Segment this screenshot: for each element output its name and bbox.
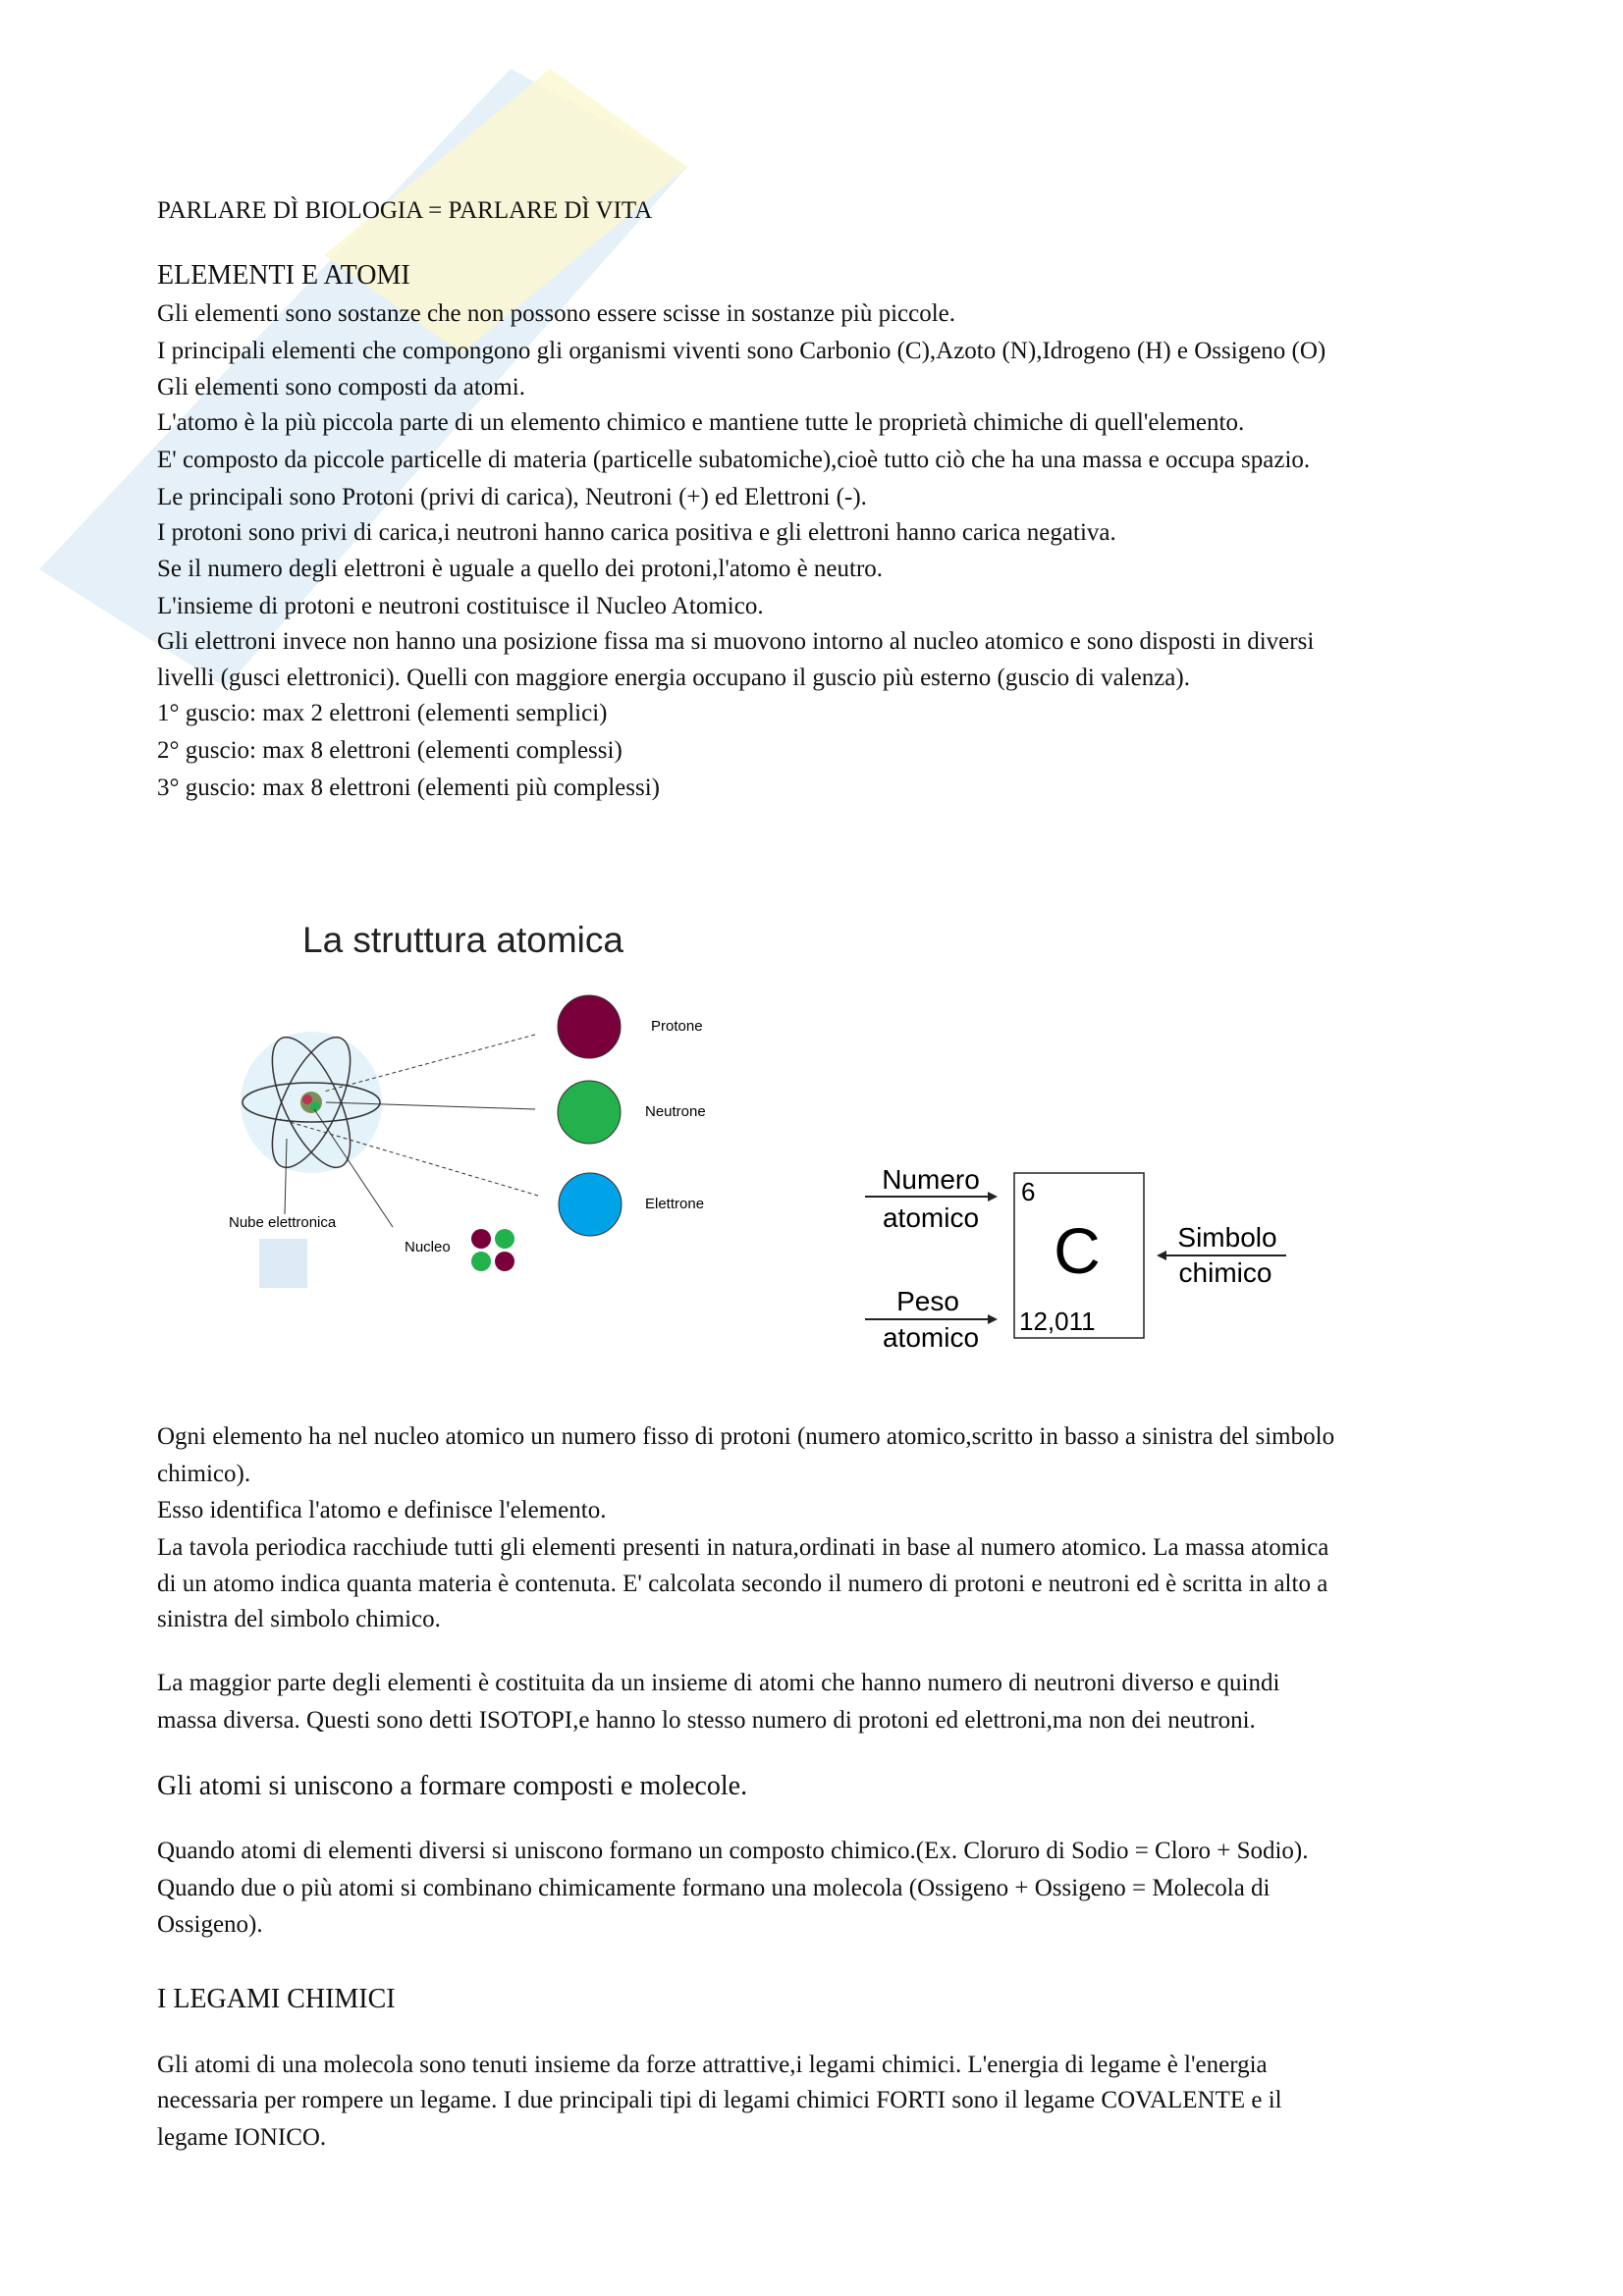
paragraph-line: necessaria per rompere un legame. I due principali tipi di legami chimici FORTI sono il legame COVALENTE e il (157, 2087, 1282, 2113)
proton-label: Protone (651, 1018, 703, 1035)
paragraph-line: I protoni sono privi di carica,i neutroni hanno carica positiva e gli elettroni hanno carica negativa. (157, 519, 1116, 546)
paragraph-line: livelli (gusci elettronici). Quelli con maggiore energia occupano il guscio più esterno (guscio di valenza). (157, 665, 1190, 691)
electron-label: Elettrone (645, 1196, 705, 1212)
label-atomico: atomico (882, 1202, 980, 1233)
paragraph-line: massa diversa. Questi sono detti ISOTOPI,e hanno lo stesso numero di protoni ed elettroni,ma non dei neutroni. (157, 1707, 1256, 1734)
paragraph-line: Gli elementi sono composti da atomi. (157, 374, 525, 400)
paragraph-line: sinistra del simbolo chimico. (157, 1606, 441, 1632)
paragraph-line: Ogni elemento ha nel nucleo atomico un numero fisso di protoni (numero atomico,scritto in basso a sinistra del simbolo (157, 1423, 1335, 1450)
label-simbolo: Simbolo (1177, 1222, 1277, 1253)
paragraph-line: La tavola periodica racchiude tutti gli elementi presenti in natura,ordinati in base al numero atomico. La massa atomica (157, 1534, 1329, 1561)
paragraph-line: Quando due o più atomi si combinano chimicamente formano una molecola (Ossigeno + Ossigeno = Molecola di (157, 1875, 1271, 1901)
paragraph-line: legame IONICO. (157, 2124, 327, 2151)
paragraph-line: Se il numero degli elettroni è uguale a quello dei protoni,l'atomo è neutro. (157, 556, 884, 582)
paragraph-line: 2° guscio: max 8 elettroni (elementi complessi) (157, 737, 622, 764)
paragraph-line: Gli elettroni invece non hanno una posizione fissa ma si muovono intorno al nucleo atomico e sono disposti in diversi (157, 628, 1315, 655)
paragraph-line: 1° guscio: max 2 elettroni (elementi semplici) (157, 700, 608, 726)
label-atomico-2: atomico (882, 1322, 980, 1353)
paragraph-line: I principali elementi che compongono gli organismi viventi sono Carbonio (C),Azoto (N),Idrogeno (H) e Ossigeno (O) (157, 338, 1326, 364)
neutron-circle (558, 1081, 621, 1144)
atomic-weight: 12,011 (1019, 1307, 1096, 1336)
paragraph-line: chimico). (157, 1461, 251, 1487)
paragraph-line: Quando atomi di elementi diversi si uniscono formano un composto chimico.(Ex. Cloruro di Sodio = Cloro + Sodio). (157, 1838, 1309, 1864)
paragraph-line: Esso identifica l'atomo e definisce l'elemento. (157, 1497, 607, 1523)
label-numero: Numero (882, 1164, 980, 1195)
section-heading-elementi: ELEMENTI E ATOMI (157, 260, 410, 291)
paragraph-line: L'insieme di protoni e neutroni costituisce il Nucleo Atomico. (157, 593, 764, 619)
proton-circle (558, 995, 621, 1058)
chemical-symbol: C (1054, 1214, 1101, 1287)
label-peso: Peso (896, 1286, 959, 1316)
figure-title: La struttura atomica (302, 920, 623, 960)
paragraph-line: 3° guscio: max 8 elettroni (elementi più complessi) (157, 774, 660, 801)
atomic-number: 6 (1021, 1177, 1036, 1206)
paragraph-line: Ossigeno). (157, 1911, 263, 1938)
paragraph-line: di un atomo indica quanta materia è contenuta. E' calcolata secondo il numero di protoni e neutroni ed è scritta in alto a (157, 1571, 1328, 1597)
electron-cloud-label: Nube elettronica (229, 1214, 337, 1231)
paragraph-line: La maggior parte degli elementi è costituita da un insieme di atomi che hanno numero di neutroni diverso e quindi (157, 1670, 1280, 1696)
atom-illustration (241, 1027, 538, 1288)
section-heading-composti: Gli atomi si uniscono a formare composti e molecole. (157, 1771, 748, 1801)
paragraph-line: E' composto da piccole particelle di materia (particelle subatomiche),cioè tutto ciò che ha una massa e occupa spazio. (157, 447, 1311, 473)
element-card (865, 1164, 1286, 1353)
paragraph-line: L'atomo è la più piccola parte di un elemento chimico e mantiene tutte le proprietà chimiche di quell'elemento. (157, 409, 1245, 436)
paragraph-line: Gli atomi di una molecola sono tenuti insieme da forze attrattive,i legami chimici. L'energia di legame è l'energia (157, 2052, 1268, 2078)
section-heading-legami: I LEGAMI CHIMICI (157, 1984, 396, 2014)
label-chimico: chimico (1178, 1257, 1272, 1288)
paragraph-line: Le principali sono Protoni (privi di carica), Neutroni (+) ed Elettroni (-). (157, 484, 867, 510)
paragraph-line: Gli elementi sono sostanze che non possono essere scisse in sostanze più piccole. (157, 300, 956, 327)
nucleus-dots (471, 1229, 514, 1271)
nucleus-label: Nucleo (405, 1239, 451, 1255)
electron-circle (559, 1173, 622, 1236)
page-title: PARLARE DÌ BIOLOGIA = PARLARE DÌ VITA (157, 197, 653, 224)
neutron-label: Neutrone (645, 1103, 706, 1120)
